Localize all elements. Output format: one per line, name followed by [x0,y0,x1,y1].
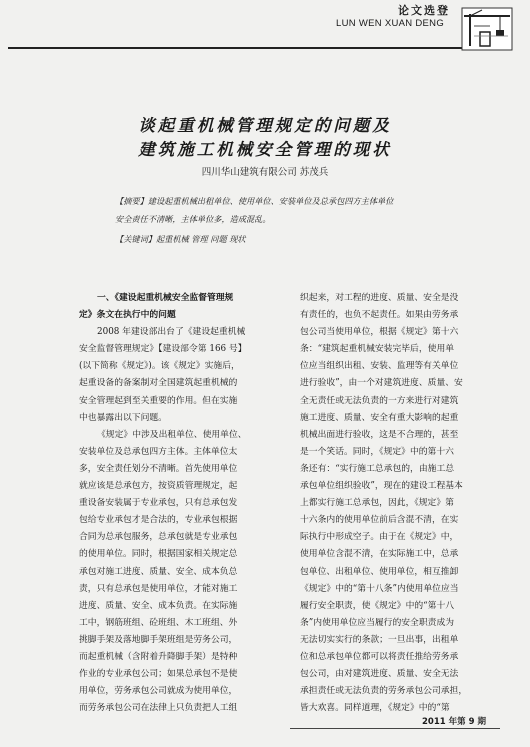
body-line: 重设备安装属于专业承包，只有总承包发 [79,498,238,509]
header-rule [8,47,470,49]
body-line: 用单位，劳务承包公司就成为使用单位， [79,686,238,697]
body-line: 就应该是总承包方，按资质管理规定，起 [79,481,238,492]
body-line: 是一个笑话。同时，《规定》中的第十六 [300,446,454,457]
body-line: 而劳务承包公司在法律上只负责把人工组 [79,703,238,714]
left-column [79,290,275,717]
body-line: 承担责任或无法负责的劳务承包公司承担， [300,686,468,697]
keywords-line: 【关键词】起重机械 管理 问题 现状 [115,234,246,244]
body-line: 包单位、出租单位、使用单位，相互推卸 [300,566,459,577]
body-line: 工中，钢筋班组、砼班组、木工班组、外 [79,617,238,628]
body-line: 的使用单位。同时，根据国家相关规定总 [79,549,238,560]
issue-label: 2011 年第 9 期 [422,717,486,727]
body-line: 位和总承包单位都可以将责任推给劳务承 [300,651,459,662]
body-line: 位应当组织出租、安装、监理等有关单位 [300,361,459,372]
abstract-line-2: 安全责任不清晰，主体单位多，造成混乱。 [115,214,271,224]
article-title-line-2: 建筑施工机械安全管理的现状 [138,140,392,159]
body-line: 多，安全责任划分不清晰。首先使用单位 [79,463,238,474]
body-line: 安全管理起到至关重要的作用。但在实施 [79,395,238,406]
body-line: 进行验收”，由一个对建筑进度、质量、安 [300,378,463,389]
abstract-line-1: 【摘要】建设起重机械出租单位、使用单位、安装单位及总承包四方主体单位 [115,196,394,206]
body-line: 作业的专业承包公司；如果总承包不是使 [79,669,238,680]
body-line: 全无责任或无法负责的一方来进行对建筑 [300,395,459,406]
section-title-cn: 论文选登 [398,4,450,17]
section-heading-line: 一、《建设起重机械安全监督管理规 [97,293,234,303]
body-line: 挑脚手架及落地脚手架班组是劳务公司， [79,634,238,645]
body-line: 包公司当使用单位，根据《规定》第十六 [300,327,459,338]
body-line: 中也暴露出以下问题。 [79,412,167,423]
article-title-line-1: 谈起重机械管理规定的问题及 [138,116,392,135]
body-line: 际执行中形成空子。由于在《规定》中， [300,532,459,543]
crane-logo-icon [460,6,514,52]
body-line: 履行安全职责，使《规定》中的“第十八 [300,600,455,611]
footer-rule [290,728,500,729]
body-line: 施工进度、质量、安全有重大影响的起重 [300,412,459,423]
body-line: 而起重机械（含附着升降脚手架）是特种 [79,651,238,662]
right-column [300,290,496,717]
body-line: (以下简称《规定》)。该《规定》实施后， [79,361,240,372]
body-line: 合同为总承包服务，总承包就是专业承包 [79,532,238,543]
body-line: 机械出面进行验收，这是不合理的，甚至 [300,429,459,440]
body-line: 承包单位组织验收”，现在的建设工程基本 [300,481,463,492]
body-line: 进度、质量、安全、成本负责。在实际施 [79,600,238,611]
section-heading-line: 定》条文在执行中的问题 [79,310,176,321]
body-line: 责，只有总承包是使用单位，才能对施工 [79,583,238,594]
body-line: 上都实行施工总承包，因此，《规定》第 [300,498,454,509]
section-title-en: LUN WEN XUAN DENG [336,18,445,29]
body-line: 条：“建筑起重机械安装完毕后，使用单 [300,344,455,355]
body-line: 织起来，对工程的进度、质量、安全是没 [300,293,459,303]
body-line: 条”内使用单位应当履行的安全职责成为 [300,617,455,628]
body-line: 有责任的，也负不起责任。如果由劳务承 [300,310,459,321]
body-line: 无法切实实行的条款；一旦出事，出租单 [300,634,459,645]
body-line: 2008 年建设部出台了《建设起重机械 [97,327,246,338]
body-line: 条还有：“实行施工总承包的，由施工总 [300,463,455,474]
body-line: 安全监督管理规定》【建设部令第 166 号】 [79,344,247,355]
body-line: 起重设备的备案制对全国建筑起重机械的 [79,378,238,389]
body-line: 十六条内的使用单位前后含混不清，在实 [300,515,459,526]
author-line: 四川华山建筑有限公司 苏茂兵 [201,167,329,178]
body-line: 使用单位含混不清，在实际施工中，总承 [300,549,459,560]
body-line: 包公司，由对建筑进度、质量、安全无法 [300,669,459,680]
body-line: 《规定》中的“第十八条”内使用单位应当 [300,583,459,594]
body-line: 安装单位及总承包四方主体。主体单位太 [79,446,238,457]
body-line: 包给专业承包才是合法的，专业承包根据 [79,515,238,526]
body-line: 《规定》中涉及出租单位、使用单位、 [97,429,247,440]
body-line: 承包对施工进度、质量、安全、成本负总 [79,566,238,577]
body-line: 皆大欢喜。同样道理，《规定》中的“第 [300,703,450,714]
